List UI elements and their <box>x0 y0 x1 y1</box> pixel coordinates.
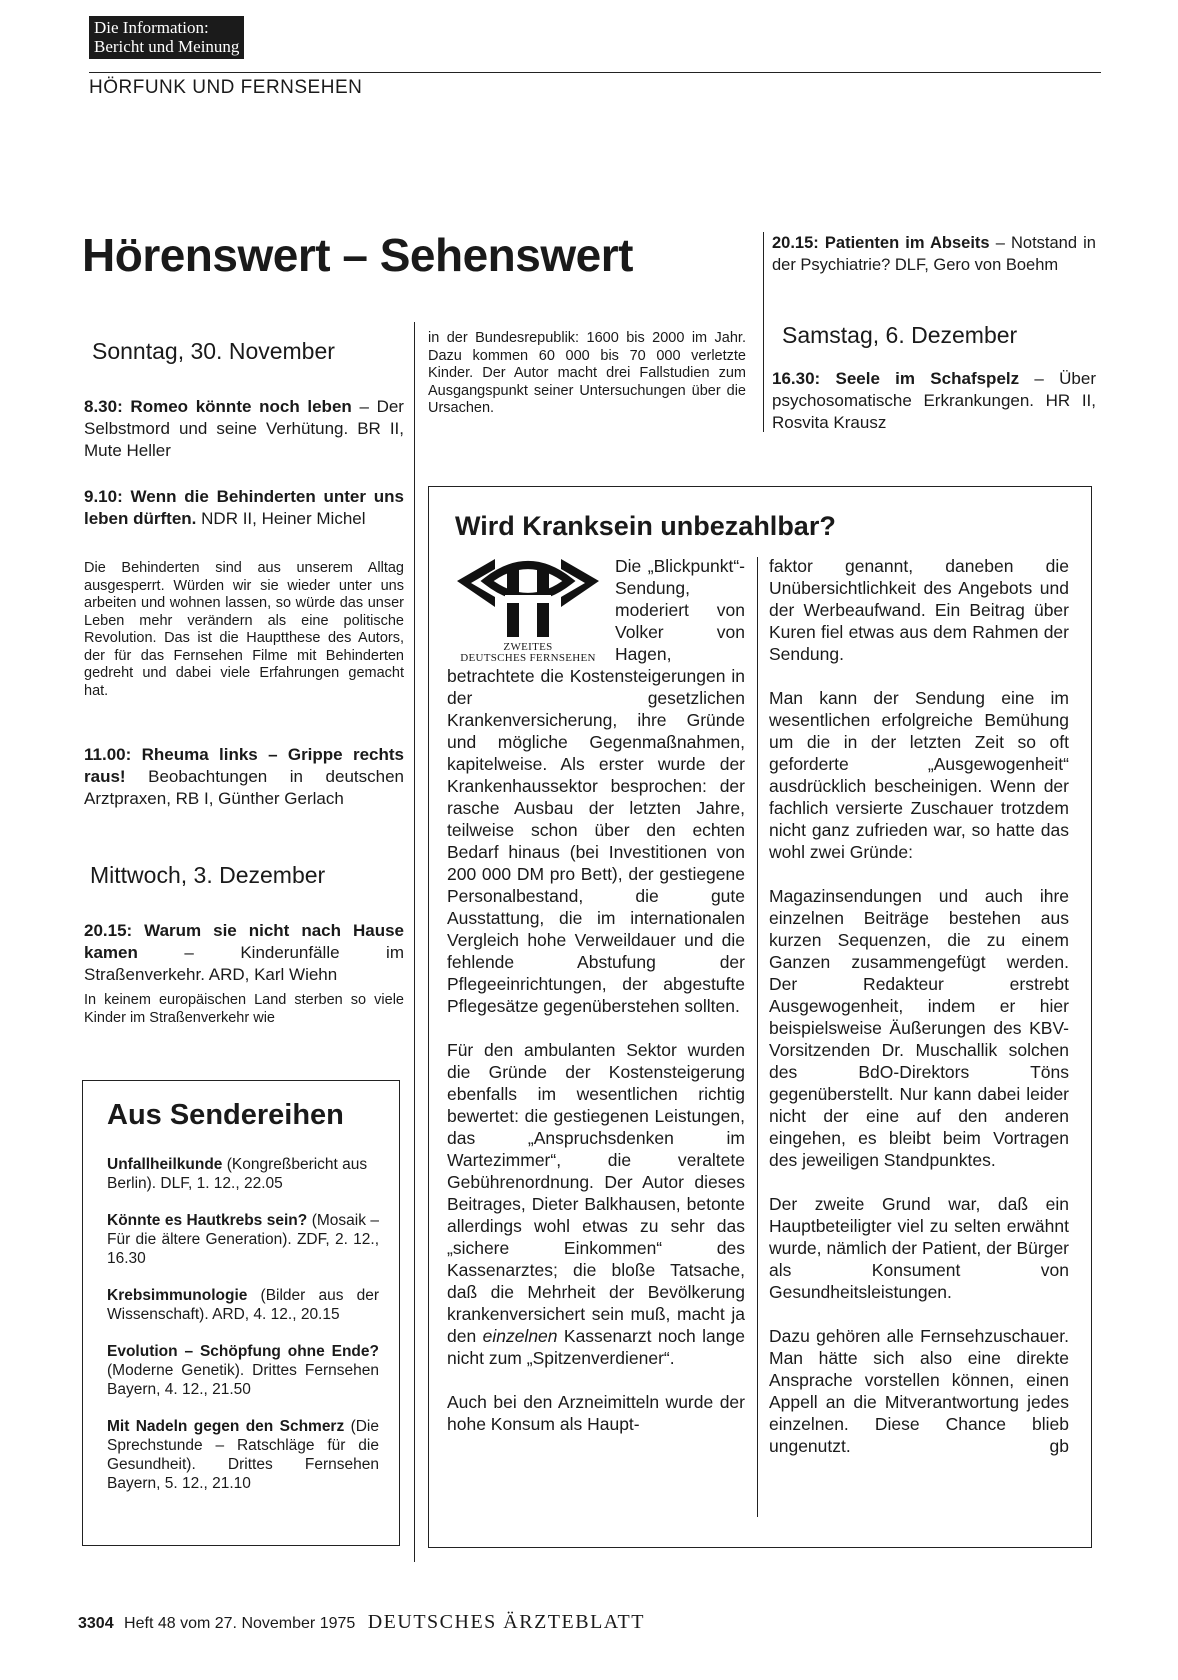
program-title: 8.30: Romeo könnte noch leben <box>84 397 352 416</box>
article-column-right <box>769 555 1069 1457</box>
program-description-continued: in der Bundesrepublik: 1600 bis 2000 im Jahr. Dazu kommen 60 000 bis 70 000 verletzte Kinder. Der Autor macht drei Fallstudien zum Ausgangspunkt seiner Untersuchungen über die Ursachen. <box>428 330 746 416</box>
article-paragraph: Auch bei den Arzneimitteln wurde der hohe Konsum als Haupt- <box>447 1392 745 1434</box>
article-paragraph: Man kann der Sendung eine im wesentlichen erfolgreiche Bemühung um die in der letzten Zeit so oft geforderte „Ausgewogenheit“ ausdrücklich bescheinigen. Wenn der fachlich versierte Zuschauer trotzdem nicht ganz zufrieden war, so hatte das wohl zwei Gründe: <box>769 688 1069 862</box>
program-title: 9.10: Wenn die Behinderten unter uns leben dürften. <box>84 487 404 528</box>
sendereihen-item-text: (Die Sprechstunde – Ratschläge für die Gesundheit). Drittes Fernsehen Bayern, 5. 12., 21.10 <box>107 1418 379 1492</box>
program-text: Beobachtungen in deutschen Arztpraxen, RB I, Günther Gerlach <box>84 767 404 808</box>
sendereihen-box <box>82 1080 400 1546</box>
program-text: NDR II, Heiner Michel <box>201 509 366 528</box>
sendereihen-item <box>107 1342 379 1399</box>
sendereihen-item-title: Krebsimmunologie <box>107 1287 248 1304</box>
program-description-0910: Die Behinderten sind aus unserem Alltag ausgesperrt. Würden wir sie wieder unter uns arbeiten und wohnen lassen, so würde das unser Leben mehr verändern als eine politische Revolution. Das ist die Hauptthese des Autors, der für das Fernsehen Filme mit Behinderten gedreht und dabei viele Erfahrungen gemacht hat. <box>84 560 404 699</box>
article-text-segment: Für den ambulanten Sektor wurden die Gründe der Kostensteigerung ebenfalls im wesentlichen richtig bewertet: die gestiegenen Leistungen, das „Anspruchsdenken im Wartezimmer“, die veraltete Gebührenordnung. Der Autor dieses Beitrages, Dieter Balkhausen, betonte allerdings wohl etwas zu sehr das „sichere Einkommen“ des Kassenarztes; die bloße Tatsache, daß die Mehrheit der Bevölkerung krankenversichert sein muß, macht ja den <box>447 1040 745 1346</box>
program-title: 16.30: Seele im Schafspelz <box>772 369 1020 388</box>
article-signature: gb <box>1049 1436 1069 1456</box>
top-rule <box>89 72 1101 73</box>
sendereihen-item-title: Mit Nadeln gegen den Schmerz <box>107 1418 345 1435</box>
kicker-badge <box>89 16 244 59</box>
program-text: – Der Selbstmord und seine Verhütung. BR II, Mute Heller <box>84 397 404 460</box>
column-divider-right <box>763 232 764 432</box>
sendereihen-title: Aus Sendereihen <box>107 1099 344 1131</box>
issue-info: Heft 48 vom 27. November 1975 <box>124 1615 356 1632</box>
sendereihen-item-title: Unfallheilkunde <box>107 1156 223 1173</box>
program-entry-0910 <box>84 486 404 530</box>
sendereihen-item <box>107 1286 379 1324</box>
article-paragraph: faktor genannt, daneben die Unübersichtlichkeit des Angebots und der Werbeaufwand. Ein Beitrag über Kuren fiel etwas aus dem Rahmen der Sendung. <box>769 556 1069 664</box>
program-entry-1630 <box>772 368 1096 434</box>
article-text-emphasis: einzelnen <box>482 1326 558 1346</box>
program-title: 11.00: Rheuma links – Grippe rechts raus! <box>84 745 404 786</box>
logo-line-1: ZWEITES <box>503 641 553 653</box>
article-paragraph <box>447 1039 745 1369</box>
sendereihen-item-title: Evolution – Schöpfung ohne Ende? <box>107 1343 379 1360</box>
day-heading-wednesday: Mittwoch, 3. Dezember <box>90 862 326 888</box>
sendereihen-item-text: (Kongreßbericht aus Berlin). DLF, 1. 12., 22.05 <box>107 1156 368 1192</box>
program-entry-2015-dlf <box>772 232 1096 276</box>
program-text: – Über psychosomatische Erkrankungen. HR II, Rosvita Krausz <box>772 369 1096 432</box>
program-entry-0830 <box>84 396 404 462</box>
program-entry-1100 <box>84 744 404 810</box>
logo-line-2: DEUTSCHES FERNSEHEN <box>460 652 596 664</box>
page-footer <box>78 1611 645 1634</box>
sendereihen-list <box>107 1155 379 1493</box>
zdf-logo-icon <box>447 555 609 637</box>
day-heading-sunday: Sonntag, 30. November <box>92 338 335 364</box>
program-entry-2015-ard <box>84 920 404 986</box>
journal-name: DEUTSCHES ÄRZTEBLATT <box>367 1611 645 1633</box>
sendereihen-item-title: Könnte es Hautkrebs sein? <box>107 1212 308 1229</box>
program-text: – Notstand in der Psychiatrie? DLF, Gero von Boehm <box>772 234 1096 274</box>
section-title: HÖRFUNK UND FERNSEHEN <box>89 77 363 98</box>
zdf-logo <box>447 555 609 664</box>
sendereihen-item-text: (Mosaik – Für die ältere Generation). ZDF, 2. 12., 16.30 <box>107 1212 380 1267</box>
sendereihen-item <box>107 1155 379 1193</box>
article-paragraph: Die „Blickpunkt“-Sendung, moderiert von Volker von Hagen, betrachtete die Kostensteigerungen in der gesetzlichen Krankenversicherung, ihre Gründe und mögliche Gegenmaßnahmen, kapitelweise. Als erster wurde der Krankenhaussektor besprochen: der rasche Ausbau der letzten Jahre, teilweise schon über den echten Bedarf hinaus (bei Investitionen von 200 000 DM pro Bett), der gestiegene Personalbestand, die gute Ausstattung, die im internationalen Vergleich hohe Verweildauer und die fehlende Abstufung der Pflegeeinrichtungen, der abgestufte Pflegesätze gegenüberstehen sollten. <box>447 556 745 1016</box>
program-text: – Kinderunfälle im Straßenverkehr. ARD, Karl Wiehn <box>84 943 404 984</box>
sendereihen-item <box>107 1417 379 1493</box>
column-divider-left <box>414 322 415 1562</box>
article-paragraph: Der zweite Grund war, daß ein Hauptbeteiligter viel zu selten erwähnt wurde, nämlich der Patient, der Bürger als Konsument von Gesundheitsleistungen. <box>769 1194 1069 1302</box>
sendereihen-item <box>107 1211 379 1268</box>
kicker-line-1: Die Information: <box>94 18 209 37</box>
article-text-right <box>769 555 1069 1457</box>
sendereihen-item-text: (Bilder aus der Wissenschaft). ARD, 4. 12., 20.15 <box>107 1287 379 1323</box>
article-paragraph: Magazinsendungen und auch ihre einzelnen Beiträge bestehen aus kurzen Sequenzen, die zu einem Ganzen zusammengefügt werden. Der Redakteur erstrebt Ausgewogenheit, indem er hier beispielsweise Äußerungen des KBV-Vorsitzenden Dr. Muschallik solchen des BdO-Direktors Töns gegenüberstellt. Nur kann dabei leider nicht der eine auf den anderen eingehen, es bleibt beim Vortragen des jeweiligen Standpunktes. <box>769 886 1069 1170</box>
program-title: 20.15: Patienten im Abseits <box>772 234 990 252</box>
page-number: 3304 <box>78 1615 114 1632</box>
article-title: Wird Kranksein unbezahlbar? <box>455 511 836 541</box>
kicker-line-2: Bericht und Meinung <box>94 37 240 56</box>
article-text-segment: Kassenarzt noch lange nicht zum „Spitzenverdiener“. <box>447 1326 745 1368</box>
article-text-segment: Dazu gehören alle Fernsehzuschauer. Man hätte sich also eine direkte Ansprache vorstellen können, einen Appell an die Mitverantwortung jedes einzelnen. Diese Chance blieb ungenutzt. <box>769 1326 1069 1456</box>
sendereihen-item-text: (Moderne Genetik). Drittes Fernsehen Bayern, 4. 12., 21.50 <box>107 1362 379 1398</box>
article-box <box>428 486 1092 1548</box>
page-headline: Hörenswert – Sehenswert <box>82 229 633 281</box>
article-column-left <box>447 555 745 1457</box>
day-heading-saturday: Samstag, 6. Dezember <box>782 322 1018 348</box>
program-description-2015-ard: In keinem europäischen Land sterben so viele Kinder im Straßenverkehr wie <box>84 992 404 1026</box>
article-text-left <box>447 555 745 1435</box>
article-column-divider <box>757 557 758 1517</box>
program-title: 20.15: Warum sie nicht nach Hause kamen <box>84 921 404 962</box>
